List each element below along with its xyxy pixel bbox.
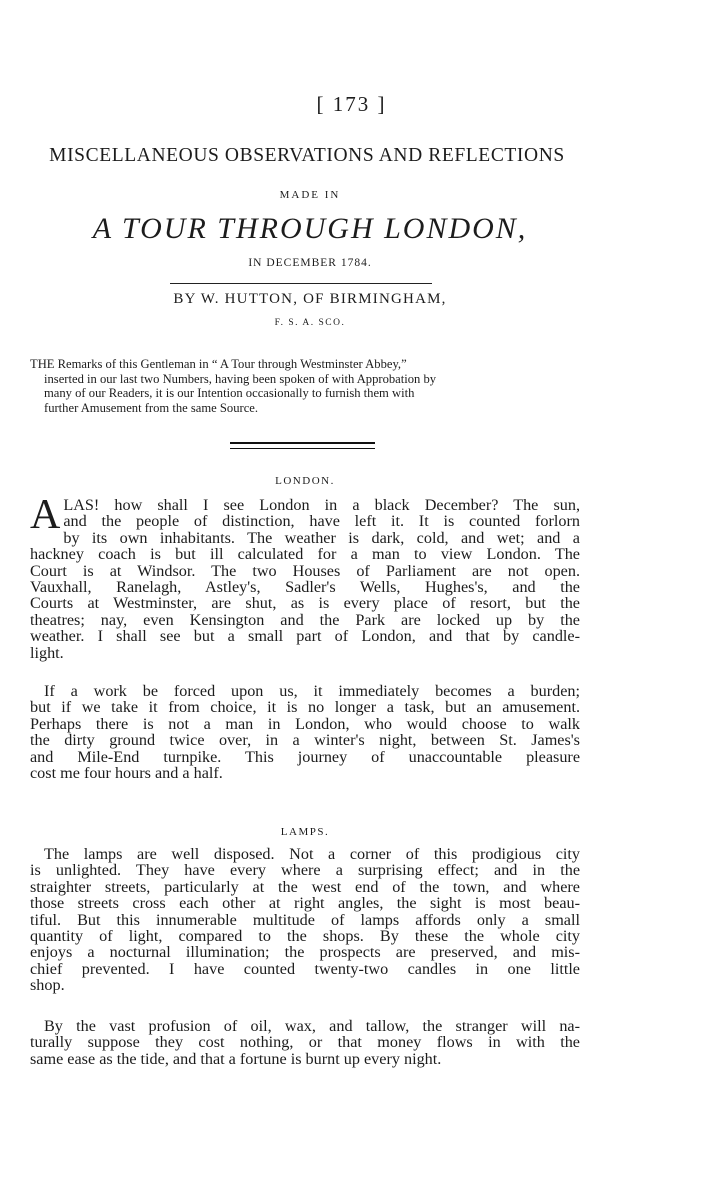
text-line: By the vast profusion of oil, wax, and tallow, the stranger will na- bbox=[44, 1017, 580, 1035]
text-line: tiful. But this innumerable multitude of lamps affords only a small bbox=[30, 910, 580, 929]
editorial-note-line: inserted in our last two Numbers, having been spoken of with Approbation by bbox=[44, 371, 437, 386]
text-line: chief prevented. I have counted twenty-two candles in one little bbox=[30, 959, 580, 978]
editorial-note-line: many of our Readers, it is our Intention occasionally to furnish them with bbox=[44, 386, 415, 400]
paragraph-alas bbox=[30, 492, 580, 662]
text-line: Perhaps there is not a man in London, who would choose to walk bbox=[30, 714, 580, 733]
section-heading-lamps: LAMPS. bbox=[280, 826, 330, 838]
text-line: cost me four hours and a half. bbox=[30, 764, 223, 783]
text-line: those streets cross each other at right angles, the sight is most beau- bbox=[30, 894, 580, 913]
text-line: and the people of distinction, have left it. It is counted forlorn bbox=[63, 512, 580, 531]
paragraph-work-forced bbox=[30, 683, 580, 781]
paragraph-lamps bbox=[30, 846, 580, 994]
text-line: quantity of light, compared to the shops. By these the whole city bbox=[30, 927, 580, 946]
text-line: by its own inhabitants. The weather is dark, cold, and wet; and a bbox=[63, 528, 580, 547]
paragraph-profusion bbox=[30, 1018, 580, 1067]
text-line: but if we take it from choice, it is no longer a task, but an amusement. bbox=[30, 698, 580, 717]
author-byline: BY W. HUTTON, OF BIRMINGHAM, bbox=[173, 291, 447, 307]
text-line: is unlighted. They have every where a surprising effect; and in the bbox=[30, 861, 580, 880]
text-line: same ease as the tide, and that a fortune is burnt up every night. bbox=[30, 1049, 442, 1068]
text-line: weather. I shall see but a small part of London, and that by candle- bbox=[30, 627, 580, 646]
article-title: MISCELLANEOUS OBSERVATIONS AND REFLECTIONS bbox=[49, 145, 565, 166]
editorial-note-line: further Amusement from the same Source. bbox=[44, 400, 259, 415]
section-divider bbox=[230, 442, 375, 449]
text-line: theatres; nay, even Kensington and the Park are locked up by the bbox=[30, 610, 580, 629]
title-rule bbox=[170, 283, 432, 284]
text-line: shop. bbox=[30, 976, 65, 995]
date-line: IN DECEMBER 1784. bbox=[248, 257, 372, 269]
text-line: and Mile-End turnpike. This journey of unaccountable pleasure bbox=[30, 747, 580, 766]
text-line: straighter streets, particularly at the west end of the town, and where bbox=[30, 877, 580, 896]
text-line: The lamps are well disposed. Not a corner of this prodigious city bbox=[44, 845, 580, 863]
text-line: If a work be forced upon us, it immediately becomes a burden; bbox=[44, 682, 580, 700]
drop-cap: A bbox=[30, 492, 61, 538]
text-line: turally suppose they cost nothing, or that money flows in with the bbox=[30, 1033, 580, 1052]
editorial-note bbox=[30, 357, 585, 415]
text-line: the dirty ground twice over, in a winter's night, between St. James's bbox=[30, 731, 580, 750]
text-line: Court is at Windsor. The two Houses of Parliament are not open. bbox=[30, 561, 580, 580]
text-line: LAS! how shall I see London in a black December? The sun, bbox=[63, 496, 580, 514]
text-line: enjoys a nocturnal illumination; the prospects are preserved, and mis- bbox=[30, 943, 580, 962]
editorial-note-line: THE Remarks of this Gentleman in “ A Tour through Westminster Abbey,” bbox=[30, 357, 407, 371]
page-number: [ 173 ] bbox=[316, 92, 387, 116]
author-credentials: F. S. A. SCO. bbox=[274, 318, 346, 328]
text-line: light. bbox=[30, 643, 64, 662]
section-heading-london: LONDON. bbox=[275, 475, 335, 487]
tour-title: A TOUR THROUGH LONDON, bbox=[92, 212, 528, 245]
text-line: Vauxhall, Ranelagh, Astley's, Sadler's Wells, Hughes's, and the bbox=[30, 578, 580, 597]
made-in-line: MADE IN bbox=[279, 189, 341, 201]
text-line: Courts at Westminster, are shut, as is every place of resort, but the bbox=[30, 594, 580, 613]
text-line: hackney coach is but ill calculated for a man to view London. The bbox=[30, 545, 580, 564]
